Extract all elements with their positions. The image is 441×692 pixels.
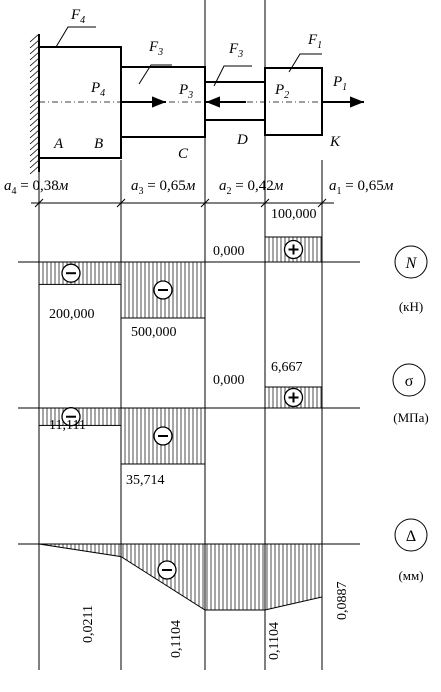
label-p4: $P_4$ xyxy=(91,80,106,99)
sigma-label-s3: 35,714 xyxy=(126,473,165,488)
minus-sign xyxy=(62,264,80,282)
label-p2: $P_2$ xyxy=(275,82,290,101)
rod-section-4 xyxy=(265,68,322,135)
n-label-s2: 0,000 xyxy=(213,244,245,259)
point-d: D xyxy=(237,132,248,148)
n-label-s4: 200,000 xyxy=(49,307,95,322)
label-f3-right: $F_3$ xyxy=(229,41,244,60)
point-c: C xyxy=(178,146,189,162)
label-f3-left: $F_3$ xyxy=(149,39,164,58)
point-a: A xyxy=(54,136,64,152)
fixed-wall-support xyxy=(30,34,39,174)
point-k: K xyxy=(330,134,341,150)
legend-sigma xyxy=(393,364,429,425)
plus-sign xyxy=(285,241,303,259)
sigma-label-s4: 11,111 xyxy=(49,418,86,433)
minus-sign xyxy=(158,561,176,579)
label-p1: $P_1$ xyxy=(333,74,348,93)
legend-delta xyxy=(395,519,427,583)
length-a2: $a_2 = 0,42м$ xyxy=(219,178,284,197)
point-b: B xyxy=(94,136,104,152)
n-label-s3: 500,000 xyxy=(131,325,177,340)
label-p3: $P_3$ xyxy=(179,82,194,101)
svg-text:(мм): (мм) xyxy=(398,568,424,583)
minus-sign xyxy=(154,281,172,299)
rod-section-1 xyxy=(39,47,121,158)
delta-label-p2: 0,1104 xyxy=(169,620,184,658)
displacement-diagram xyxy=(18,544,360,610)
svg-text:Δ: Δ xyxy=(405,528,417,545)
delta-label-p3: 0,1104 xyxy=(267,622,282,660)
dimension-line xyxy=(31,199,334,207)
label-f4: $F_4$ xyxy=(71,7,86,26)
plus-sign xyxy=(285,389,303,407)
length-a4: $a_4 = 0,38м$ xyxy=(4,178,69,197)
legend-n xyxy=(395,246,427,314)
label-f1: $F_1$ xyxy=(308,32,323,51)
stepped-rod xyxy=(39,47,330,158)
svg-text:(кН): (кН) xyxy=(398,299,424,314)
length-a3: $a_3 = 0,65м$ xyxy=(131,178,196,197)
minus-sign xyxy=(154,427,172,445)
svg-text:N: N xyxy=(405,255,417,272)
sigma-label-s1: 6,667 xyxy=(271,360,303,375)
sigma-label-s2: 0,000 xyxy=(213,373,245,388)
svg-text:(МПа): (МПа) xyxy=(393,410,429,425)
axial-force-diagram xyxy=(18,237,360,318)
displacement-curve xyxy=(39,544,322,610)
n-label-s1: 100,000 xyxy=(271,207,317,222)
length-a1: $a_1 = 0,65м$ xyxy=(329,178,394,197)
svg-text:σ: σ xyxy=(404,373,414,390)
length-labels xyxy=(4,178,394,197)
delta-label-p4: 0,0887 xyxy=(335,581,350,620)
delta-label-p1: 0,0211 xyxy=(81,605,96,643)
